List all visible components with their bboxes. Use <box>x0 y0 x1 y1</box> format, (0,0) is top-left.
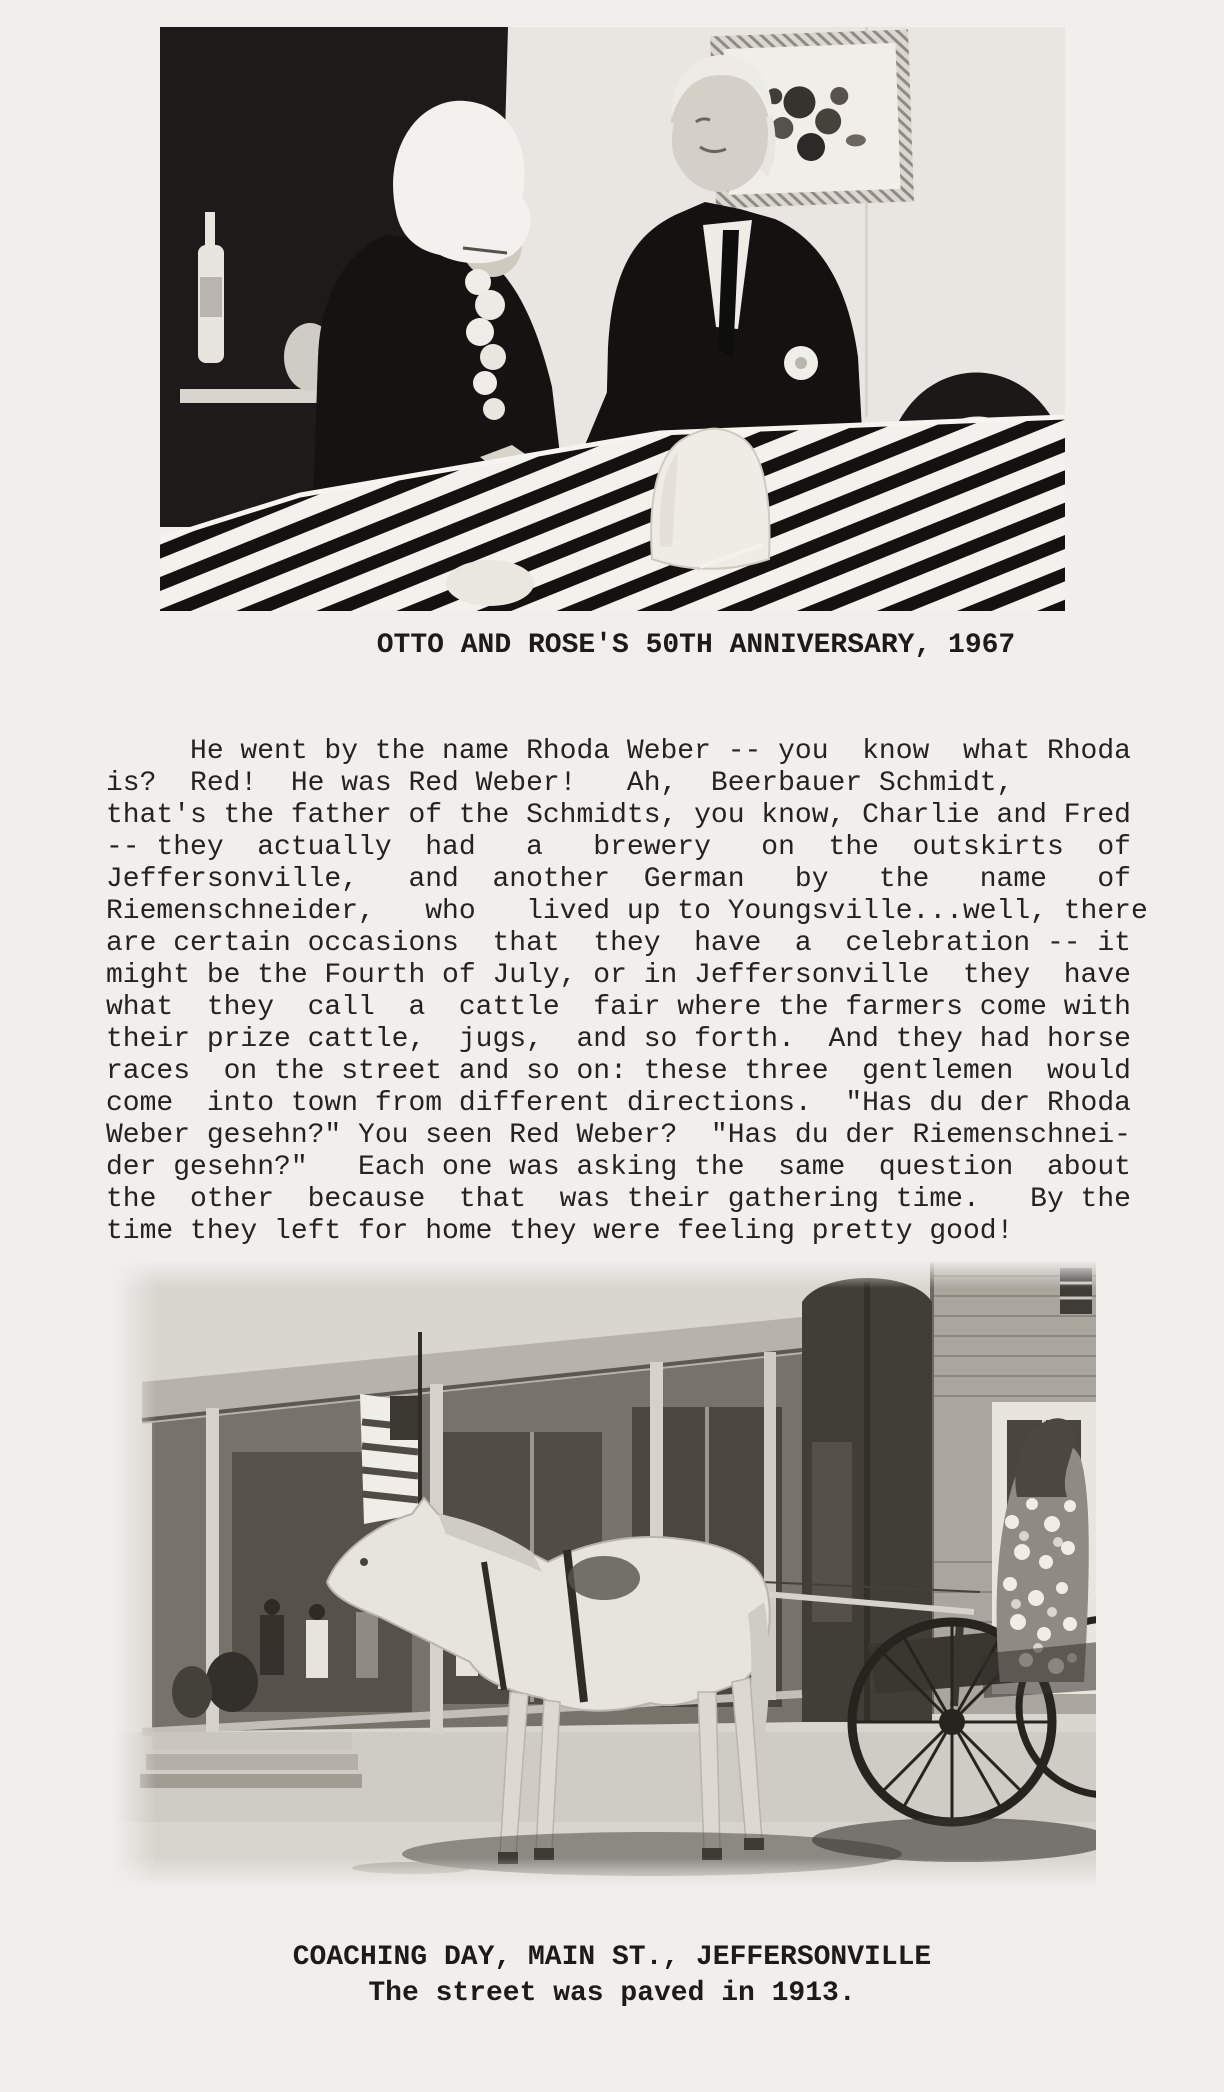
anniversary-photo <box>160 27 1065 611</box>
text-line: Riemenschneider, who lived up to Youngsville...well, there <box>106 896 1148 927</box>
fade-top <box>112 1262 1096 1288</box>
text-line: He went by the name Rhoda Weber -- you know what Rhoda <box>106 736 1131 767</box>
text-line: are certain occasions that they have a celebration -- it <box>106 928 1131 959</box>
text-line: the other because that was their gathering time. By the <box>106 1184 1131 1215</box>
text-line: their prize cattle, jugs, and so forth. And they had horse <box>106 1024 1131 1055</box>
text-line: Jeffersonville, and another German by the name of <box>106 864 1131 895</box>
text-line: time they left for home they were feeling pretty good! <box>106 1216 1014 1247</box>
text-line: races on the street and so on: these three gentlemen would <box>106 1056 1131 1087</box>
text-line: what they call a cattle fair where the farmers come with <box>106 992 1131 1023</box>
fade-bottom <box>112 1858 1096 1888</box>
coaching-day-photo <box>112 1262 1096 1888</box>
text-line: -- they actually had a brewery on the outskirts of <box>106 832 1131 863</box>
text-line: Weber gesehn?" You seen Red Weber? "Has du der Riemenschnei- <box>106 1120 1131 1151</box>
text-line: is? Red! He was Red Weber! Ah, Beerbauer Schmidt, <box>106 768 1014 799</box>
fade-left <box>112 1262 156 1888</box>
interview-paragraph <box>106 736 1166 1248</box>
text-line: der gesehn?" Each one was asking the same question about <box>106 1152 1131 1183</box>
text-line: might be the Fourth of July, or in Jeffersonville they have <box>106 960 1131 991</box>
bottom-photo-caption-line2: The street was paved in 1913. <box>368 1978 856 2009</box>
bottom-photo-caption-line1: COACHING DAY, MAIN ST., JEFFERSONVILLE <box>292 1942 932 1973</box>
top-photo-caption: OTTO AND ROSE'S 50TH ANNIVERSARY, 1967 <box>376 630 1016 661</box>
text-line: come into town from different directions. "Has du der Rhoda <box>106 1088 1131 1119</box>
text-line: that's the father of the Schmidts, you know, Charlie and Fred <box>106 800 1131 831</box>
